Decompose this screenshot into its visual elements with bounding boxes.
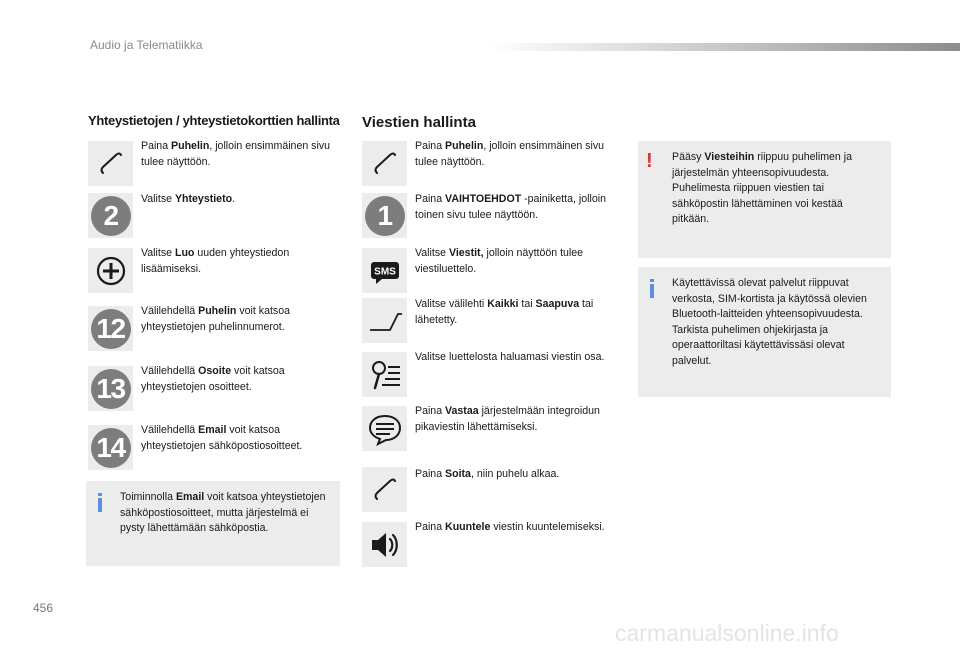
contacts-step-email-tab: Välilehdellä Email voit katsoa yhteystietojen sähköpostiosoitteet. (141, 424, 303, 452)
messages-step-call: Paina Soita, niin puhelu alkaa. (415, 468, 560, 480)
messages-step-select: Valitse luettelosta haluamasi viestin osa. (415, 351, 605, 363)
add-icon (88, 248, 133, 293)
messages-step-reply: Paina Vastaa järjestelmään integroidun pikaviestin lähettämiseksi. (415, 405, 600, 433)
contacts-step-create: Valitse Luo uuden yhteystiedon lisäämiseksi. (141, 247, 290, 275)
info-icon (98, 493, 102, 512)
messages-warning-note (638, 141, 891, 258)
services-info-note (638, 267, 891, 397)
contacts-step-phone-tab: Välilehdellä Puhelin voit katsoa yhteystietojen puhelinnumerot. (141, 305, 290, 333)
sms-icon (362, 248, 407, 293)
messages-step-options: Paina VAIHTOEHDOT -painiketta, jolloin toinen sivu tulee näyttöön. (415, 193, 606, 221)
badge-2: 2 (88, 193, 133, 238)
warning-icon: ! (646, 150, 653, 172)
sms-icon-label: SMS (373, 266, 396, 277)
phone-icon (88, 141, 133, 186)
message-list-icon (362, 352, 407, 397)
badge-13: 13 (88, 366, 133, 411)
contacts-section-title: Yhteystietojen / yhteystietokorttien hallinta (88, 113, 340, 128)
contacts-step-contact: Valitse Yhteystieto. (141, 193, 236, 205)
badge-1: 1 (362, 193, 407, 238)
phone-icon (362, 141, 407, 186)
section-header: Audio ja Telematiikka (90, 38, 203, 52)
messages-step-phone: Paina Puhelin, jolloin ensimmäinen sivu tulee näyttöön. (415, 140, 605, 168)
tab-icon (362, 298, 407, 343)
speaker-icon (362, 522, 407, 567)
badge-14: 14 (88, 425, 133, 470)
page-number: 456 (33, 601, 54, 615)
messages-step-messages: Valitse Viestit, jolloin näyttöön tulee viestiluettelo. (415, 247, 584, 275)
call-icon (362, 467, 407, 512)
contacts-step-address-tab: Välilehdellä Osoite voit katsoa yhteystietojen osoitteet. (141, 365, 285, 393)
watermark: carmanualsonline.info (615, 620, 839, 646)
reply-icon (362, 406, 407, 451)
messages-warning-text: Pääsy Viesteihin riippuu puhelimen ja järjestelmän yhteensopivuudesta. Puhelimesta riippuen viestien tai sähköpostin lähettäminen voi kestää pitkään. (672, 151, 853, 225)
messages-step-tabs: Valitse välilehti Kaikki tai Saapuva tai lähetetty. (415, 298, 594, 326)
badge-12: 12 (88, 306, 133, 351)
messages-step-listen: Paina Kuuntele viestin kuuntelemiseksi. (415, 521, 605, 533)
header-gradient-bar (487, 43, 960, 51)
email-info-text: Toiminnolla Email voit katsoa yhteystietojen sähköpostiosoitteet, mutta järjestelmä ei pysty lähettämään sähköpostia. (120, 491, 326, 534)
messages-section-title: Viestien hallinta (362, 114, 476, 131)
contacts-step-phone: Paina Puhelin, jolloin ensimmäinen sivu tulee näyttöön. (141, 140, 331, 168)
email-info-note (86, 481, 340, 566)
info-icon (650, 279, 654, 298)
services-info-text: Käytettävissä olevat palvelut riippuvat verkosta, SIM-kortista ja käytössä olevien Bluetooth-laitteiden yhteensopivuudesta. Tarkista puhelimen ohjekirjasta ja operaattoriltasi käytettävissäsi olevat palvelut. (672, 277, 867, 367)
